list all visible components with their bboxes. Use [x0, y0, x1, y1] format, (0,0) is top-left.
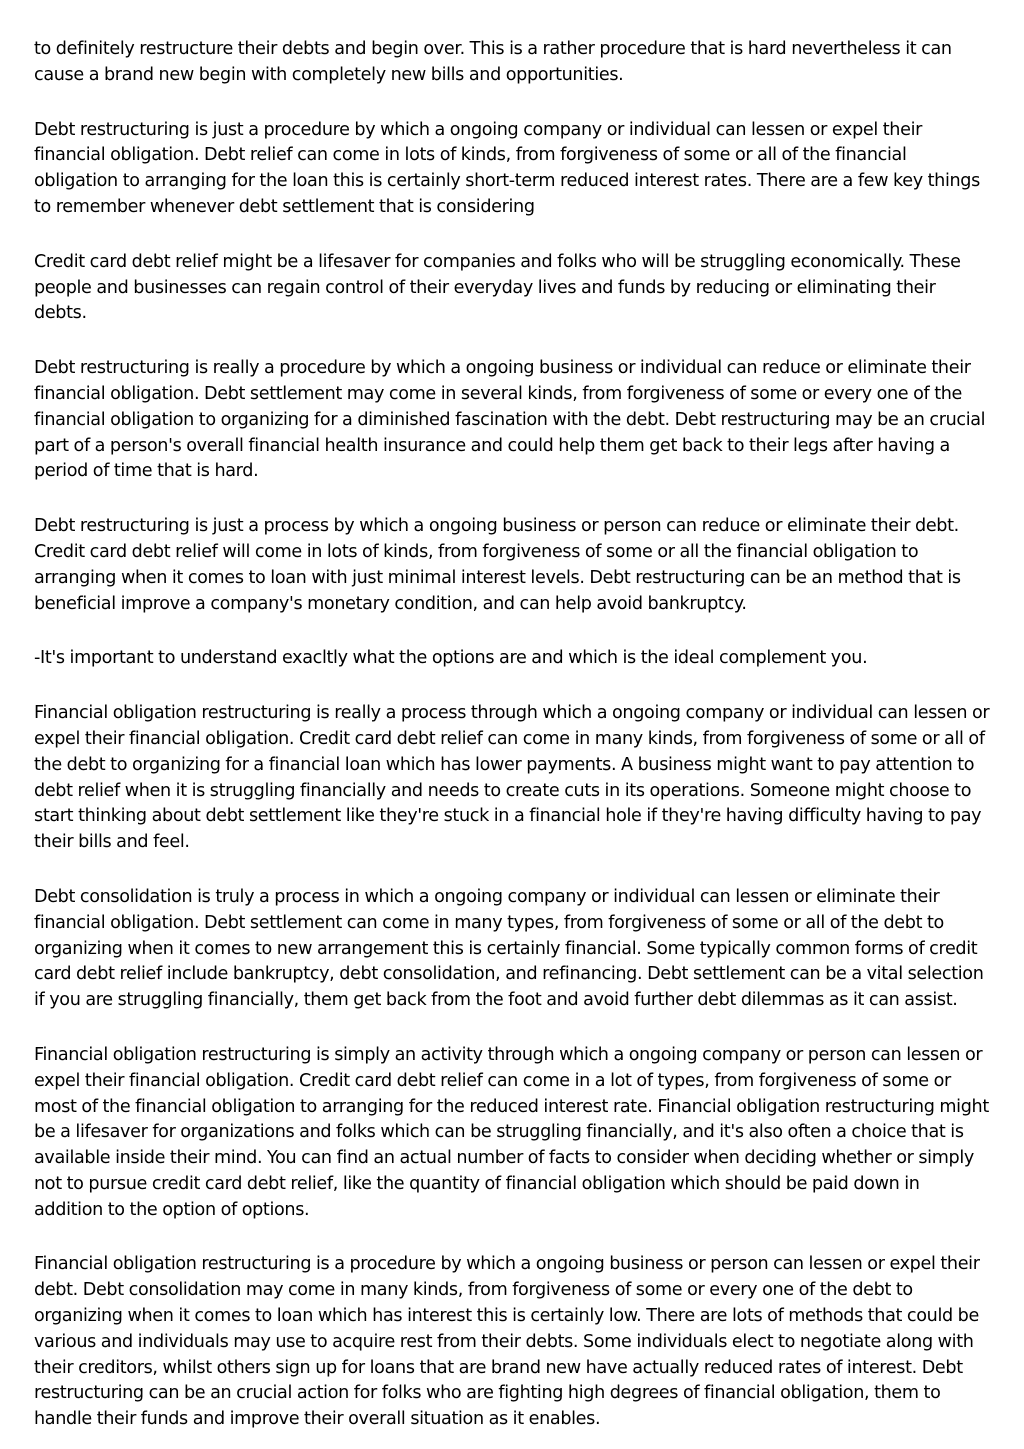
paragraph-9: Financial obligation restructuring is simply an activity through which a ongoing company or person can lessen or expel their financial obligation. Credit card debt relief can come in a lot of types, from forgiveness of some or most of the financial obligation to arranging for the reduced interest rate. Financial obligation restructuring might be a lifesaver for organizations and folks which can be struggling financially, and it's also often a choice that is available inside their mind. You can find an actual number of facts to consider when deciding whether or simply not to pursue credit card debt relief, like the quantity of financial obligation which should be paid down in addition to the option of options. — [34, 1044, 989, 1220]
paragraph-5: Debt restructuring is just a process by which a ongoing business or person can reduce or eliminate their debt. Credit card debt relief will come in lots of kinds, from forgiveness of some or all the financial obligation to arranging when it comes to loan with just minimal interest levels. Debt restructuring can be an method that is beneficial improve a company's monetary condition, and can help avoid bankruptcy. — [34, 516, 961, 614]
paragraph-1: to definitely restructure their debts and begin over. This is a rather procedure that is hard nevertheless it can cause a brand new begin with completely new bills and opportunities. — [34, 39, 952, 85]
paragraph-3: Credit card debt relief might be a lifesaver for companies and folks who will be struggling economically. These people and businesses can regain control of their everyday lives and funds by reducing or eliminating their debts. — [34, 251, 961, 324]
paragraph-6: -It's important to understand exacltly what the options are and which is the ideal complement you. — [34, 648, 868, 669]
paragraph-2: Debt restructuring is just a procedure by which a ongoing company or individual can lessen or expel their financial obligation. Debt relief can come in lots of kinds, from forgiveness of some or all of the financial obligation to arranging for the loan this is certainly short-term reduced interest rates. There are a few key things to remember whenever debt settlement that is considering — [34, 119, 980, 217]
paragraph-10: Financial obligation restructuring is a procedure by which a ongoing business or person can lessen or expel their debt. Debt consolidation may come in many kinds, from forgiveness of some or every one of the debt to organizing when it comes to loan which has interest this is certainly low. There are lots of methods that could be various and individuals may use to acquire rest from their debts. Some individuals elect to negotiate along with their creditors, whilst others sign up for loans that are brand new have actually reduced rates of interest. Debt restructuring can be an crucial action for folks who are fighting high degrees of financial obligation, them to handle their funds and improve their overall situation as it enables. — [34, 1254, 980, 1430]
paragraph-8: Debt consolidation is truly a process in which a ongoing company or individual can lessen or eliminate their financial obligation. Debt settlement can come in many types, from forgiveness of some or all of the debt to organizing when it comes to new arrangement this is certainly financial. Some typically common forms of credit card debt relief include bankruptcy, debt consolidation, and refinancing. Debt settlement can be a vital selection if you are struggling financially, them get back from the foot and avoid further debt dilemmas as it can assist. — [34, 886, 984, 1011]
paragraph-7: Financial obligation restructuring is really a process through which a ongoing company or individual can lessen or expel their financial obligation. Credit card debt relief can come in many kinds, from forgiveness of some or all of the debt to organizing for a financial loan which has lower payments. A business might want to pay attention to debt relief when it is struggling financially and needs to create cuts in its operations. Someone might choose to start thinking about debt settlement like they're stuck in a financial hole if they're having difficulty having to pay their bills and feel. — [34, 703, 990, 853]
paragraph-4: Debt restructuring is really a procedure by which a ongoing business or individual can reduce or eliminate their financial obligation. Debt settlement may come in several kinds, from forgiveness of some or every one of the financial obligation to organizing for a diminished fascination with the debt. Debt restructuring may be an crucial part of a person's overall financial health insurance and could help them get back to their legs after having a period of time that is hard. — [34, 358, 986, 482]
